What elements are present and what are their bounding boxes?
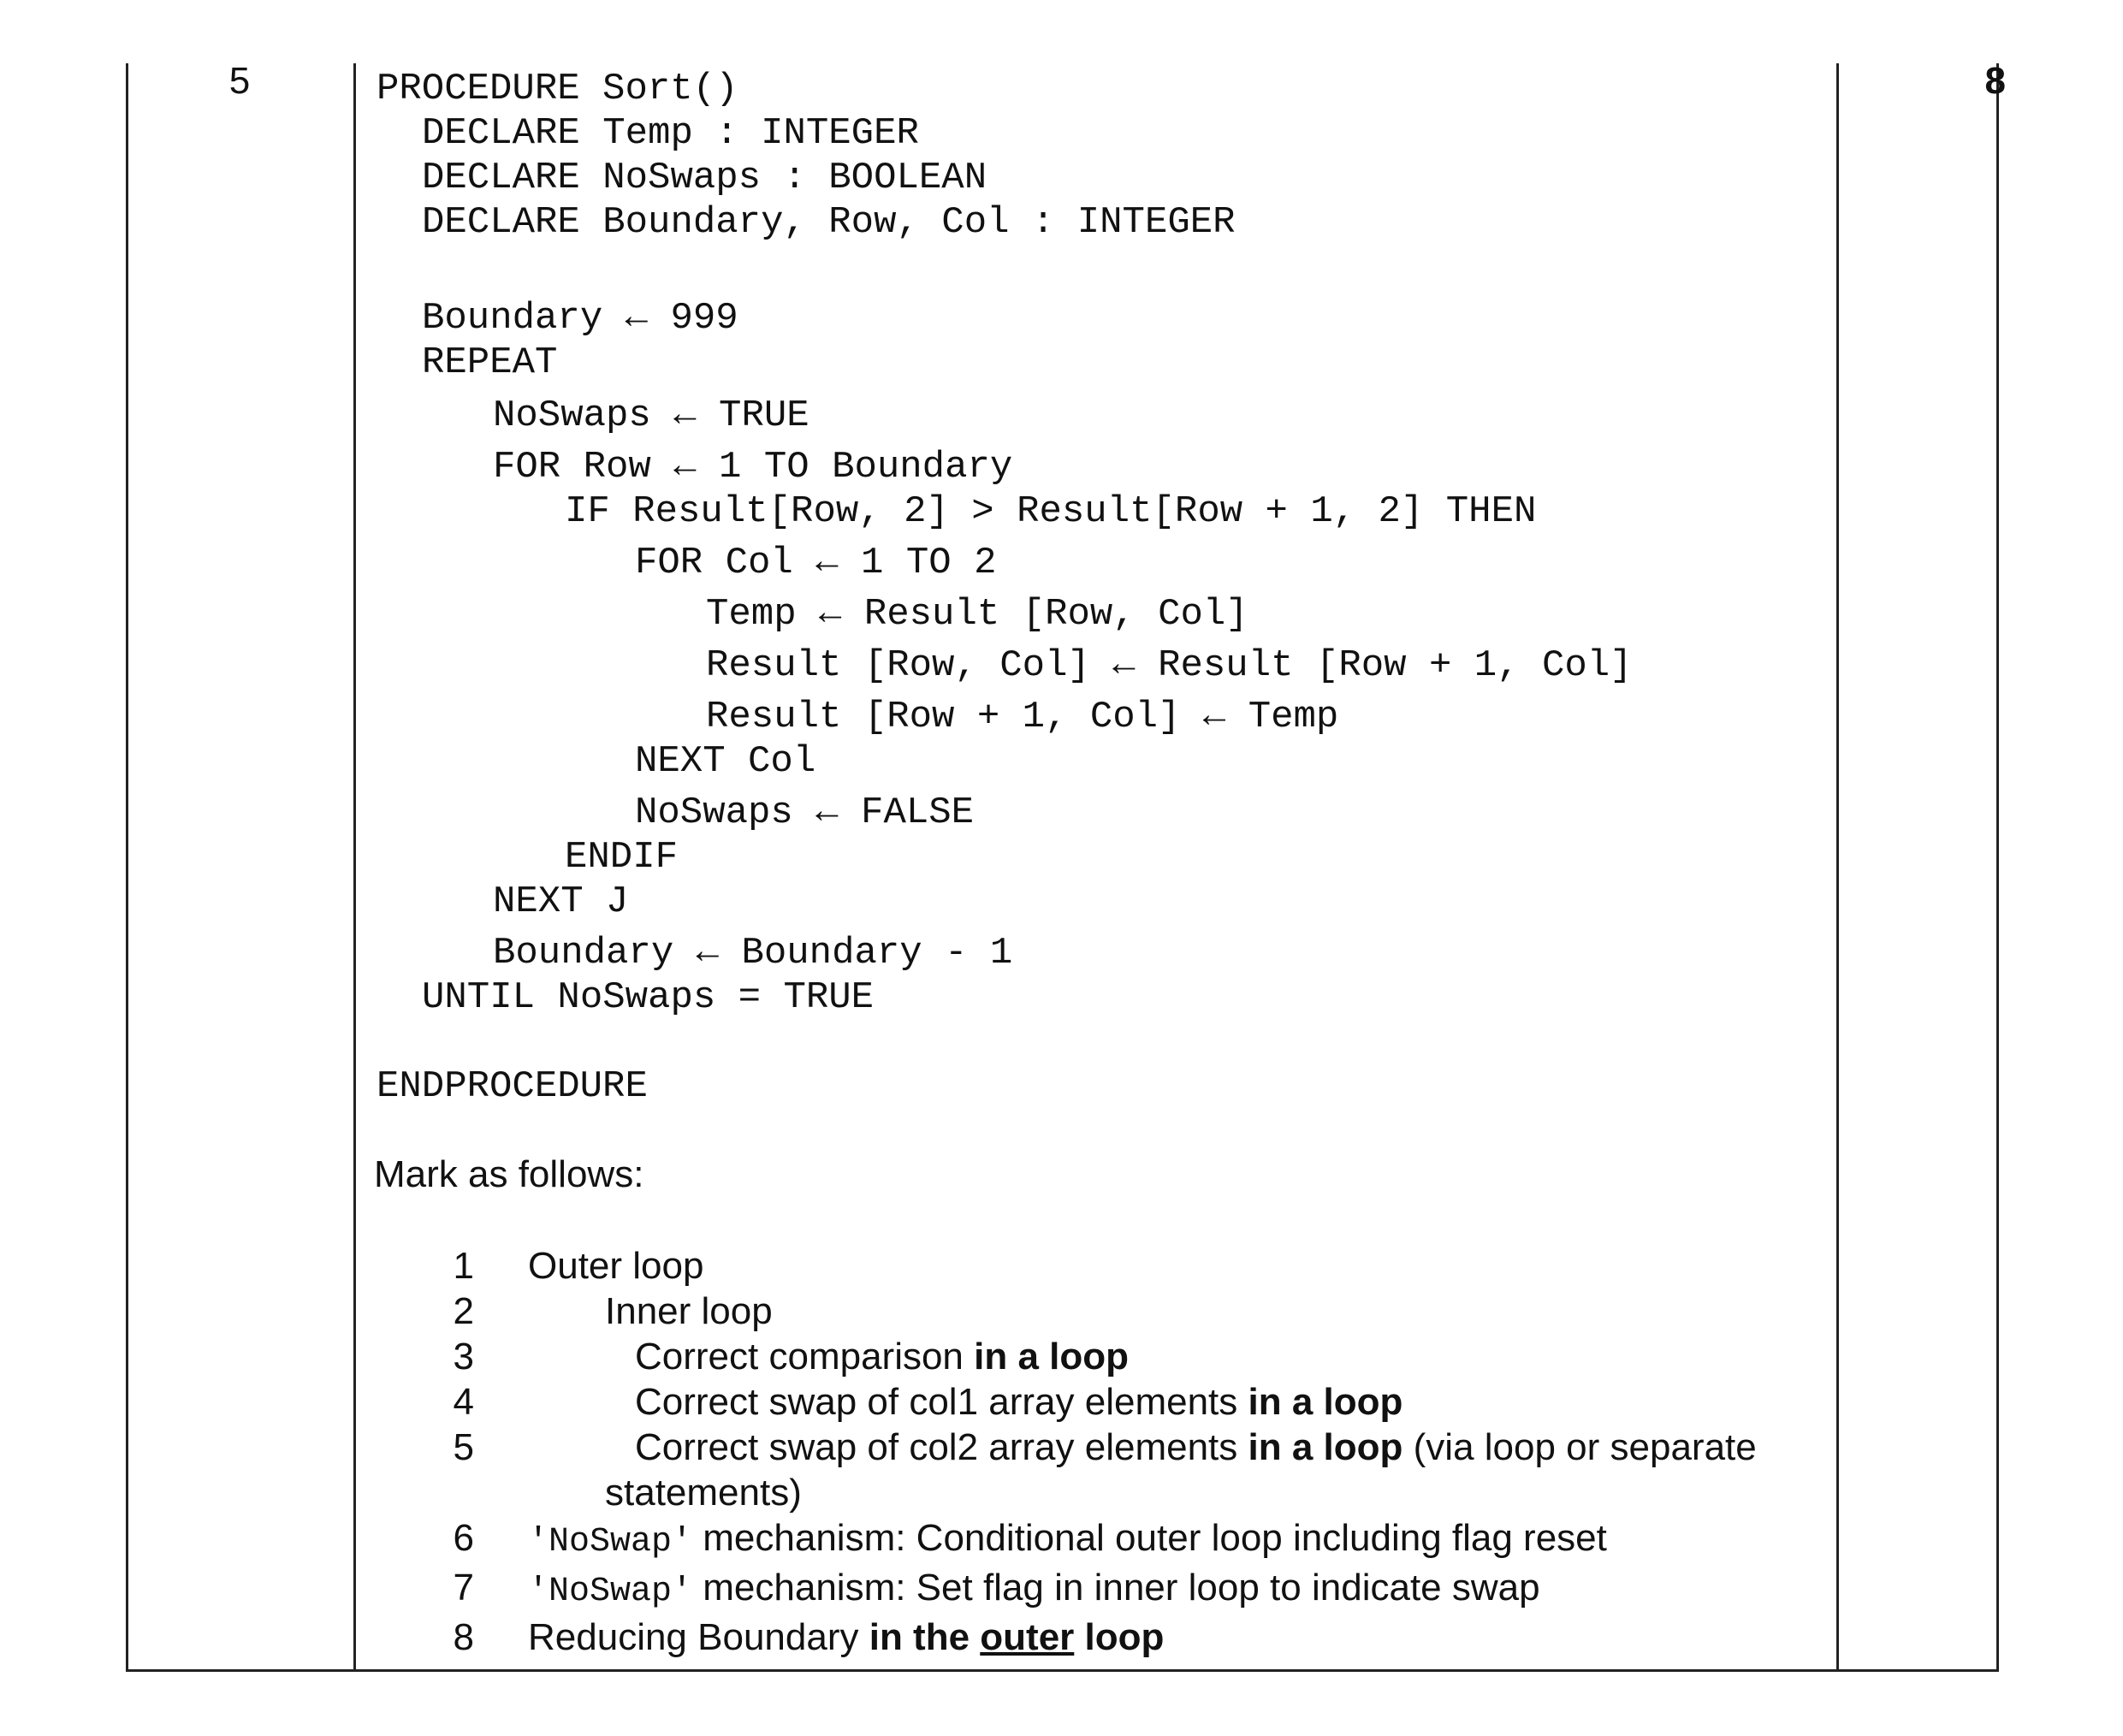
mark-point-number: 2: [453, 1290, 474, 1332]
code-line: UNTIL NoSwaps = TRUE: [422, 976, 875, 1019]
mark-point: Correct comparison in a loop: [635, 1336, 1130, 1378]
mark-point: Correct swap of col1 array elements in a loop: [635, 1381, 1403, 1423]
mark-point: 'NoSwap' mechanism: Conditional outer loop including flag reset: [528, 1517, 1607, 1561]
code-line: ENDIF: [565, 836, 679, 879]
code-line: REPEAT: [422, 341, 558, 384]
mark-point: 'NoSwap' mechanism: Set flag in inner loop to indicate swap: [528, 1567, 1540, 1611]
mark-point-number: 4: [453, 1381, 474, 1423]
code-line: PROCEDURE Sort(): [377, 68, 738, 110]
table-border-right: [1996, 63, 1999, 1672]
question-number: 5: [228, 60, 251, 102]
mark-point-number: 8: [453, 1616, 474, 1658]
code-line: Result [Row + 1, Col] ← Temp: [706, 696, 1339, 738]
code-line: NEXT Col: [635, 740, 816, 783]
mark-point: Reducing Boundary in the outer loop: [528, 1616, 1165, 1658]
mark-point-number: 6: [453, 1517, 474, 1559]
code-line: Result [Row, Col] ← Result [Row + 1, Col]: [706, 644, 1633, 687]
code-line: NoSwaps ← FALSE: [635, 791, 975, 834]
mark-point-number: 3: [453, 1336, 474, 1378]
table-border-bottom: [126, 1669, 1999, 1672]
code-line: DECLARE Temp : INTEGER: [422, 112, 919, 155]
code-line: IF Result[Row, 2] > Result[Row + 1, 2] THEN: [565, 490, 1537, 533]
code-line: Boundary ← 999: [422, 297, 738, 340]
mark-point-continuation: statements): [605, 1472, 802, 1514]
mark-point-number: 5: [453, 1426, 474, 1468]
code-line: Boundary ← Boundary - 1: [493, 932, 1013, 975]
code-line: ENDPROCEDURE: [377, 1065, 648, 1108]
marks-total: 8: [1984, 60, 2006, 102]
code-line: DECLARE NoSwaps : BOOLEAN: [422, 157, 987, 199]
code-line: Temp ← Result [Row, Col]: [706, 593, 1248, 636]
code-line: NoSwaps ← TRUE: [493, 394, 809, 437]
table-border-left: [126, 63, 128, 1672]
code-line: DECLARE Boundary, Row, Col : INTEGER: [422, 201, 1236, 244]
mark-scheme-heading: Mark as follows:: [374, 1153, 644, 1195]
mark-point: Inner loop: [605, 1290, 773, 1332]
code-line: NEXT J: [493, 880, 629, 923]
code-line: FOR Col ← 1 TO 2: [635, 542, 997, 584]
mark-point-number: 7: [453, 1567, 474, 1609]
mark-point: Correct swap of col2 array elements in a loop (via loop or separate: [635, 1426, 1757, 1468]
table-border-col1: [353, 63, 356, 1672]
code-line: FOR Row ← 1 TO Boundary: [493, 446, 1013, 489]
mark-point-number: 1: [453, 1245, 474, 1287]
mark-point: Outer loop: [528, 1245, 704, 1287]
table-border-col2: [1836, 63, 1839, 1672]
